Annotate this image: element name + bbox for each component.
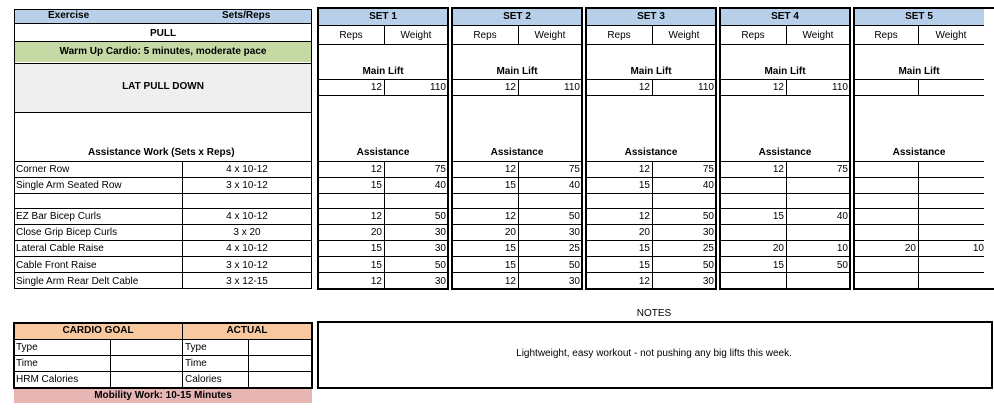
set-reps-cell[interactable]: 15	[504, 180, 516, 191]
set-weight-cell[interactable]: 75	[836, 164, 848, 175]
set-reps-cell[interactable]: 20	[904, 243, 916, 254]
divider	[14, 193, 312, 194]
set-weight-cell[interactable]: 30	[702, 276, 714, 287]
main-lift-name: LAT PULL DOWN	[122, 81, 204, 92]
set-panel-border	[853, 7, 994, 290]
set-weight-cell[interactable]: 25	[702, 243, 714, 254]
divider	[14, 240, 312, 241]
main-lift-label: Main Lift	[898, 66, 940, 77]
set-reps-cell[interactable]: 15	[370, 180, 382, 191]
set-weight-cell[interactable]: 50	[434, 211, 446, 222]
cardio-goal-header: CARDIO GOAL	[62, 325, 134, 336]
notes-title: NOTES	[636, 308, 672, 319]
main-lift-weight[interactable]: 110	[564, 82, 580, 93]
set-weight-cell[interactable]: 30	[702, 227, 714, 238]
exercise-sets-reps: 4 x 10-12	[226, 211, 268, 222]
set-panel-border	[317, 7, 449, 290]
set-weight-cell[interactable]: 75	[434, 164, 446, 175]
exercise-sets-reps: 4 x 10-12	[226, 164, 268, 175]
set-title: SET 3	[637, 11, 665, 22]
set-weight-cell[interactable]: 50	[702, 260, 714, 271]
exercise-name: Lateral Cable Raise	[16, 243, 104, 254]
set-reps-cell[interactable]: 15	[370, 243, 382, 254]
set-reps-cell[interactable]: 15	[638, 260, 650, 271]
divider	[14, 9, 312, 10]
set-reps-cell[interactable]: 15	[772, 260, 784, 271]
reps-column-label: Reps	[607, 30, 631, 41]
set-weight-cell[interactable]: 40	[434, 180, 446, 191]
divider	[14, 63, 312, 64]
main-lift-label: Main Lift	[496, 66, 538, 77]
divider	[14, 23, 312, 24]
set-reps-cell[interactable]: 12	[370, 164, 382, 175]
main-lift-label: Main Lift	[764, 66, 806, 77]
set-reps-cell[interactable]: 20	[504, 227, 516, 238]
main-lift-reps[interactable]: 12	[370, 82, 382, 93]
cardio-goal-label: HRM Calories	[16, 374, 79, 385]
cardio-actual-label: Time	[185, 358, 207, 369]
divider	[14, 256, 312, 257]
set-weight-cell[interactable]: 40	[836, 211, 848, 222]
set-weight-cell[interactable]: 30	[434, 227, 446, 238]
reps-column-label: Reps	[741, 30, 765, 41]
cardio-panel-border	[13, 322, 313, 389]
cardio-actual-label: Calories	[185, 374, 222, 385]
assistance-label: Assistance	[490, 147, 544, 158]
main-lift-reps[interactable]: 12	[772, 82, 784, 93]
main-lift-weight[interactable]: 110	[698, 82, 714, 93]
main-lift-weight[interactable]: 110	[430, 82, 446, 93]
set-reps-cell[interactable]: 15	[638, 243, 650, 254]
notes-text: Lightweight, easy workout - not pushing any big lifts this week.	[516, 348, 792, 359]
divider	[311, 9, 312, 289]
exercise-header-label: Exercise	[48, 10, 90, 21]
divider	[14, 41, 312, 42]
set-title: SET 4	[771, 11, 799, 22]
cardio-actual-header: ACTUAL	[226, 325, 268, 336]
divider	[14, 288, 312, 289]
cardio-actual-label: Type	[185, 342, 207, 353]
set-weight-cell[interactable]: 40	[702, 180, 714, 191]
sets-reps-header-label: Sets/Reps	[222, 10, 271, 21]
set-reps-cell[interactable]: 12	[370, 211, 382, 222]
set-reps-cell[interactable]: 15	[772, 211, 784, 222]
set-weight-cell[interactable]: 10	[836, 243, 848, 254]
reps-column-label: Reps	[339, 30, 363, 41]
assistance-work-title: Assistance Work (Sets x Reps)	[88, 147, 235, 158]
exercise-name: Cable Front Raise	[16, 260, 97, 271]
exercise-sets-reps: 3 x 20	[233, 227, 261, 238]
set-reps-cell[interactable]: 15	[504, 260, 516, 271]
set-weight-cell[interactable]: 30	[434, 276, 446, 287]
exercise-name: Close Grip Bicep Curls	[16, 227, 118, 238]
exercise-sets-reps: 3 x 12-15	[226, 276, 268, 287]
set-weight-cell[interactable]: 75	[568, 164, 580, 175]
weight-column-label: Weight	[668, 30, 700, 41]
set-reps-cell[interactable]: 20	[370, 227, 382, 238]
divider	[14, 112, 312, 113]
set-weight-cell[interactable]: 50	[568, 211, 580, 222]
set-weight-cell[interactable]: 75	[702, 164, 714, 175]
set-reps-cell[interactable]: 12	[638, 211, 650, 222]
warmup-text: Warm Up Cardio: 5 minutes, moderate pace	[59, 46, 267, 57]
set-reps-cell[interactable]: 12	[638, 276, 650, 287]
exercise-name: Single Arm Rear Delt Cable	[16, 276, 139, 287]
set-weight-cell[interactable]: 50	[702, 211, 714, 222]
set-weight-cell[interactable]: 50	[434, 260, 446, 271]
reps-column-label: Reps	[473, 30, 497, 41]
divider	[182, 161, 183, 289]
reps-column-label: Reps	[874, 30, 898, 41]
exercise-sets-reps: 3 x 10-12	[226, 180, 268, 191]
divider	[14, 272, 312, 273]
workout-day-title: PULL	[149, 28, 177, 39]
divider	[14, 9, 15, 289]
exercise-sets-reps: 3 x 10-12	[226, 260, 268, 271]
set-weight-cell[interactable]: 30	[434, 243, 446, 254]
set-reps-cell[interactable]: 12	[504, 276, 516, 287]
set-weight-cell[interactable]: 30	[568, 276, 580, 287]
weight-column-label: Weight	[400, 30, 432, 41]
main-lift-label: Main Lift	[630, 66, 672, 77]
set-reps-cell[interactable]: 12	[638, 164, 650, 175]
assistance-label: Assistance	[892, 147, 946, 158]
set-reps-cell[interactable]: 15	[638, 180, 650, 191]
set-weight-cell[interactable]: 50	[568, 260, 580, 271]
set-reps-cell[interactable]: 15	[370, 260, 382, 271]
weight-column-label: Weight	[802, 30, 834, 41]
exercise-name: EZ Bar Bicep Curls	[16, 211, 102, 222]
set-title: SET 5	[905, 11, 933, 22]
assistance-label: Assistance	[758, 147, 812, 158]
exercise-name: Single Arm Seated Row	[16, 180, 122, 191]
set-title: SET 1	[369, 11, 397, 22]
set-reps-cell[interactable]: 12	[504, 211, 516, 222]
main-lift-reps[interactable]: 12	[638, 82, 650, 93]
set-reps-cell[interactable]: 12	[504, 164, 516, 175]
set-panel-border	[719, 7, 851, 290]
assistance-label: Assistance	[356, 147, 410, 158]
divider	[14, 224, 312, 225]
set-weight-cell[interactable]: 50	[836, 260, 848, 271]
set-reps-cell[interactable]: 12	[370, 276, 382, 287]
exercise-sets-reps: 4 x 10-12	[226, 243, 268, 254]
divider	[14, 208, 312, 209]
cardio-goal-label: Type	[16, 342, 38, 353]
set-title: SET 2	[503, 11, 531, 22]
cardio-goal-label: Time	[16, 358, 38, 369]
set-weight-cell[interactable]: 40	[568, 180, 580, 191]
main-lift-label: Main Lift	[362, 66, 404, 77]
divider	[14, 161, 312, 162]
set-panel-border	[585, 7, 717, 290]
set-weight-cell[interactable]: 25	[568, 243, 580, 254]
set-weight-cell[interactable]: 10	[972, 243, 984, 254]
set-panel-border	[451, 7, 583, 290]
assistance-label: Assistance	[624, 147, 678, 158]
main-lift-reps[interactable]: 12	[504, 82, 516, 93]
exercise-name: Corner Row	[16, 164, 70, 175]
divider	[14, 177, 312, 178]
set-reps-cell[interactable]: 20	[772, 243, 784, 254]
weight-column-label: Weight	[534, 30, 566, 41]
set-reps-cell[interactable]: 15	[504, 243, 516, 254]
main-lift-weight[interactable]: 110	[832, 82, 848, 93]
weight-column-label: Weight	[935, 30, 967, 41]
set-weight-cell[interactable]: 30	[568, 227, 580, 238]
mobility-text: Mobility Work: 10-15 Minutes	[94, 390, 232, 401]
set-reps-cell[interactable]: 12	[772, 164, 784, 175]
set-reps-cell[interactable]: 20	[638, 227, 650, 238]
